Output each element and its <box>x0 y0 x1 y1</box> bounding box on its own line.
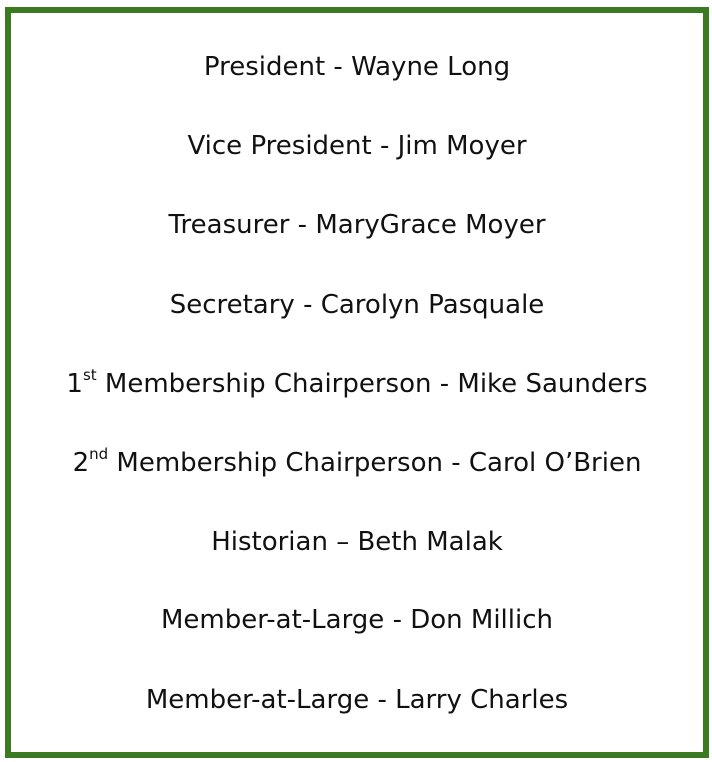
officer-member-at-large-1 <box>11 604 703 636</box>
officer-treasurer <box>11 209 703 241</box>
officer-ordinal: 1 <box>66 369 83 399</box>
officer-president <box>11 51 703 83</box>
officer-text: Membership Chairperson - Mike Saunders <box>96 369 648 399</box>
officer-secretary <box>11 289 703 321</box>
officer-text: President - Wayne Long <box>203 52 511 82</box>
officer-text: Vice President - Jim Moyer <box>187 131 527 161</box>
officer-vice-president <box>11 130 703 162</box>
officer-member-at-large-2 <box>11 684 703 716</box>
officer-text: Member-at-Large - Larry Charles <box>145 685 569 715</box>
officer-text: Secretary - Carolyn Pasquale <box>169 290 545 320</box>
officer-text: Treasurer - MaryGrace Moyer <box>168 210 546 240</box>
officer-membership-chair-2 <box>11 447 703 479</box>
officer-ordinal: 2 <box>72 448 90 478</box>
officer-text: Historian – Beth Malak <box>211 527 503 557</box>
officer-text: Member-at-Large - Don Millich <box>160 605 553 635</box>
officer-ordinal-suffix: st <box>82 366 97 385</box>
officer-text: Membership Chairperson - Carol O’Brien <box>108 448 642 478</box>
officer-historian <box>11 526 703 558</box>
officer-ordinal-suffix: nd <box>89 445 109 464</box>
officer-list-frame <box>5 7 709 758</box>
officer-membership-chair-1 <box>11 368 703 400</box>
officer-list <box>11 13 703 752</box>
